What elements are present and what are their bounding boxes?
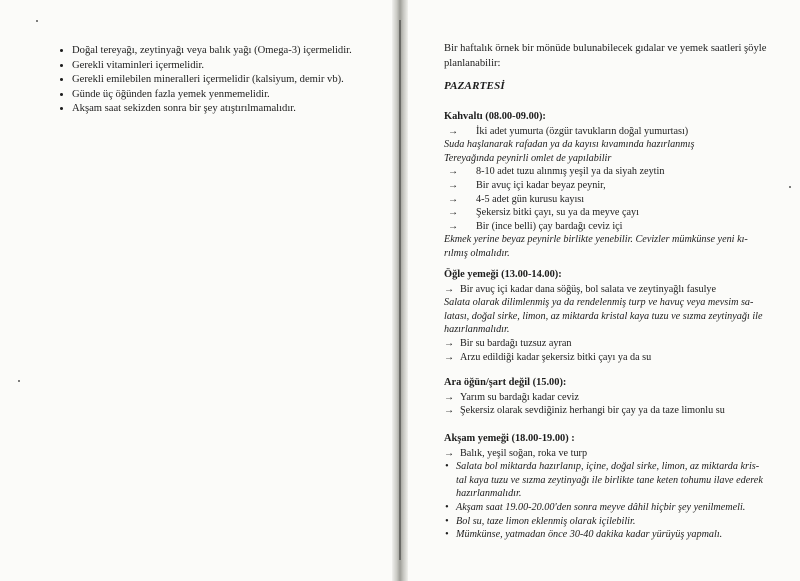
dinner-note: hazırlanmalıdır. — [456, 488, 522, 500]
dinner-note: • Salata bol miktarda hazırlanıp, içine, doğal sirke, limon, az miktarda kris- — [445, 461, 760, 473]
bullet-icon: • — [445, 515, 449, 527]
breakfast-item: → 4-5 adet gün kurusu kayısı — [444, 193, 784, 207]
bullet-icon: • — [445, 461, 449, 473]
arrow-icon: → — [448, 179, 459, 191]
breakfast-item: → Bir avuç içi kadar beyaz peynir, — [444, 179, 784, 193]
breakfast-section — [444, 110, 784, 261]
lunch-item: → Bir su bardağı tuzsuz ayran — [444, 337, 572, 349]
lunch-section — [444, 268, 784, 364]
breakfast-note: rılmış olmalıdır. — [444, 247, 510, 259]
breakfast-note: Suda haşlanarak rafadan ya da kayısı kıvamında hazırlanmış — [444, 139, 695, 151]
list-item: • Günde üç öğünden fazla yemek yenmemelidir. — [72, 88, 392, 103]
breakfast-note: Tereyağında peynirli omlet de yapılabilir — [444, 152, 612, 164]
breakfast-item: → Bir (ince belli) çay bardağı ceviz içi — [444, 220, 784, 234]
left-page — [0, 0, 392, 581]
breakfast-item: → 8-10 adet tuzu alınmış yeşil ya da siyah zeytin — [444, 165, 784, 179]
dinner-note: • Akşam saat 19.00-20.00'den sonra meyve dâhil hiçbir şey yenilmemeli. — [445, 501, 746, 513]
list-item: • Akşam saat sekizden sonra bir şey atıştırılmamalıdır. — [72, 102, 392, 117]
arrow-icon: → — [448, 193, 459, 205]
arrow-icon: → — [448, 166, 459, 178]
lunch-note: Salata olarak dilimlenmiş ya da rendelenmiş turp ve havuç veya mevsim sa- — [444, 297, 754, 309]
dinner-item: → Balık, yeşil soğan, roka ve turp — [444, 447, 588, 459]
arrow-icon: → — [448, 125, 459, 137]
intro-paragraph: Bir haftalık örnek bir mönüde bulunabilecek gıdalar ve yemek saatleri şöyle planlanabilir: — [444, 43, 767, 69]
arrow-icon: → — [444, 283, 455, 295]
list-item: • Gerekli emilebilen mineralleri içermelidir (kalsiyum, demir vb). — [72, 73, 392, 88]
arrow-icon: → — [448, 220, 459, 232]
lunch-note: hazırlanmalıdır. — [444, 324, 510, 336]
arrow-icon: → — [444, 351, 455, 363]
dinner-note: tal kaya tuzu ve sızma zeytinyağı ile birlikte tane keten tohumu ilave ederek — [456, 474, 763, 486]
breakfast-item: → İki adet yumurta (özgür tavukların doğal yumurtası) — [444, 125, 784, 139]
dinner-section — [444, 432, 784, 542]
lunch-heading: Öğle yemeği (13.00-14.00): — [444, 269, 562, 280]
lunch-note: latası, doğal sirke, limon, az miktarda kristal kaya tuzu ve sızma zeytinyağı ile — [444, 310, 763, 322]
arrow-icon: → — [444, 337, 455, 349]
arrow-icon: → — [448, 207, 459, 219]
breakfast-item: → Şekersiz bitki çayı, su ya da meyve çayı — [444, 206, 784, 220]
list-item: • Doğal tereyağı, zeytinyağı veya balık yağı (Omega-3) içermelidir. — [72, 44, 392, 59]
breakfast-heading: Kahvaltı (08.00-09.00): — [444, 111, 546, 122]
breakfast-note: Ekmek yerine beyaz peynirle birlikte yenebilir. Cevizler mümkünse yeni kı- — [444, 234, 748, 246]
snack-heading: Ara öğün/şart değil (15.00): — [444, 377, 567, 388]
day-title: PAZARTESİ — [444, 80, 505, 92]
snack-item: → Şekersiz olarak sevdiğiniz herhangi bir çay ya da taze limonlu su — [444, 405, 725, 417]
arrow-icon: → — [444, 405, 455, 417]
list-item: • Gerekli vitaminleri içermelidir. — [72, 59, 392, 74]
dinner-heading: Akşam yemeği (18.00-19.00) : — [444, 433, 575, 444]
dinner-note: • Bol su, taze limon eklenmiş olarak içilebilir. — [445, 515, 636, 527]
snack-item: → Yarım su bardağı kadar ceviz — [444, 391, 579, 403]
bullet-icon: • — [445, 529, 449, 541]
dinner-note: • Mümkünse, yatmadan önce 30-40 dakika kadar yürüyüş yapmalı. — [445, 529, 723, 541]
bullet-icon: • — [445, 501, 449, 513]
binding-shadow — [399, 20, 401, 560]
lunch-item: → Arzu edildiği kadar şekersiz bitki çayı ya da su — [444, 351, 652, 363]
requirements-list — [58, 44, 392, 117]
lunch-item: → Bir avuç içi kadar dana söğüş, bol salata ve zeytinyağlı fasulye — [444, 283, 717, 295]
scan-speck — [789, 186, 791, 188]
snack-section — [444, 376, 784, 418]
arrow-icon: → — [444, 391, 455, 403]
arrow-icon: → — [444, 447, 455, 459]
